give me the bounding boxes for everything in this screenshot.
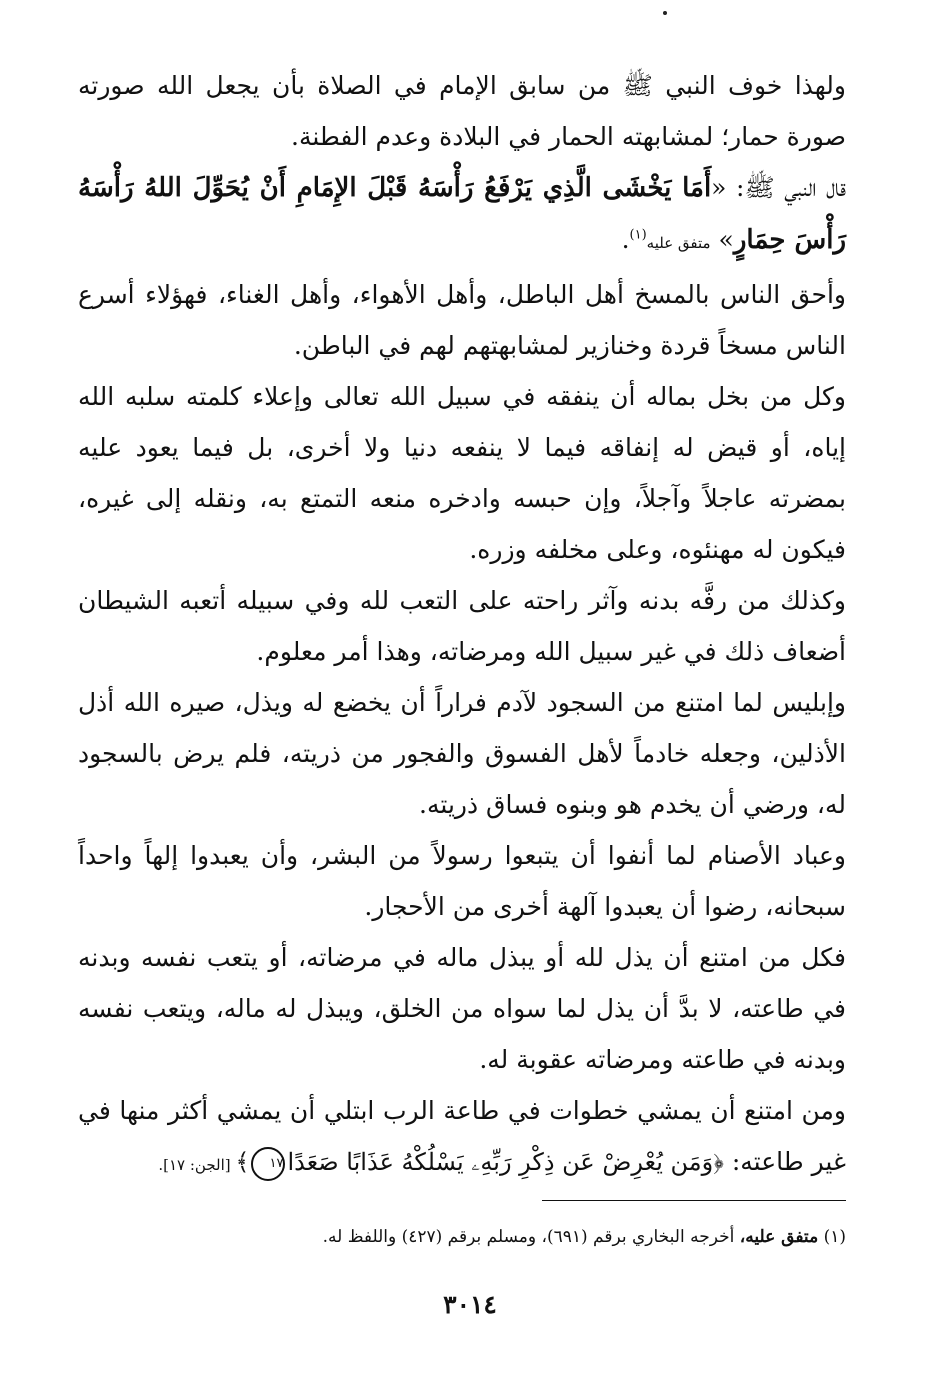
- footnote: [200, 1222, 846, 1252]
- paragraph-2-hadith: [78, 162, 846, 269]
- footnote-bold: متفق عليه،: [739, 1227, 819, 1247]
- quran-verse-close: ﴾: [235, 1148, 250, 1176]
- page-number: ٣٠١٤: [443, 1290, 497, 1319]
- hadith-grade: متفق عليه: [646, 234, 711, 252]
- paragraph-5: وكذلك من رفَّه بدنه وآثر راحته على التعب لله وفي سبيله أتعبه الشيطان أضعاف ذلك في غير سبيل الله ومرضاته، وهذا أمر معلوم.: [78, 586, 846, 666]
- paragraph-3: وأحق الناس بالمسخ أهل الباطل، وأهل الأهواء، وأهل الغناء، فهؤلاء أسرع الناس مسخاً قردة وخنازير لمشابهتهم لهم في الباطن.: [78, 280, 846, 360]
- paragraph-4: وكل من بخل بماله أن ينفقه في سبيل الله تعالى وإعلاء كلمته سلبه الله إياه، أو قيض له إنفاقه فيما لا ينفعه دنيا ولا أخرى، بل فيما يعود عليه بمضرته عاجلاً وآجلاً، وإن حبسه وادخره منعه التمتع به، ونقله إلى غيره، فيكون له مهنئوه، وعلى مخلفه وزره.: [78, 382, 846, 564]
- page-body: [78, 60, 846, 1191]
- quran-reference: [الجن: ١٧].: [158, 1156, 236, 1174]
- footnote-number: (١): [818, 1227, 846, 1247]
- paragraph-7: وعباد الأصنام لما أنفوا أن يتبعوا رسولاً من البشر، وأن يعبدوا إلهاً واحداً سبحانه، رضوا أن يعبدوا آلهة أخرى من الأحجار.: [78, 841, 846, 921]
- footnote-text: أخرجه البخاري برقم (٦٩١)، ومسلم برقم (٤٢٧) واللفظ له.: [322, 1227, 740, 1247]
- paragraph-1: ولهذا خوف النبي ﷺ من سابق الإمام في الصلاة بأن يجعل الله صورته صورة حمار؛ لمشابهته الحمار في البلادة وعدم الفطنة.: [78, 71, 846, 151]
- hadith-close: »: [710, 225, 734, 254]
- paragraph-9-quran: [78, 1085, 846, 1191]
- paragraph-6: وإبليس لما امتنع من السجود لآدم فراراً أن يخضع له ويذل، صيره الله أذل الأذلين، وجعله خادماً لأهل الفسوق والفجور من ذريته، فلم يرض بالسجود له، ورضي أن يخدم هو وبنوه فساق ذريته.: [78, 688, 846, 819]
- hadith-intro: قال النبي ﷺ: «: [711, 173, 846, 202]
- hadith-text: أَمَا يَخْشَى الَّذِي يَرْفَعُ رَأْسَهُ قَبْلَ الإِمَامِ أَنْ يُحَوِّلَ اللهُ رَأْسَهُ رَأْسَ حِمَارٍ: [78, 173, 846, 255]
- footnote-marker: (١): [629, 227, 647, 243]
- hadith-end: .: [621, 225, 630, 254]
- footnote-divider: [542, 1200, 846, 1201]
- paragraph-8: فكل من امتنع أن يذل لله أو يبذل ماله في مرضاته، أو يتعب نفسه وبدنه في طاعته، لا بدَّ أن يذل لما سواه من الخلق، ويبذل له ماله، ويتعب نفسه وبدنه في طاعته ومرضاته عقوبة له.: [78, 943, 846, 1074]
- ayah-number-icon: ١٧: [251, 1147, 285, 1181]
- quran-verse: ﴿وَمَن يُعْرِضْ عَن ذِكْرِ رَبِّهِۦ يَسْلُكْهُ عَذَابًا صَعَدًا: [287, 1148, 724, 1176]
- page-dot: [663, 11, 667, 15]
- paragraph-9-text: ومن امتنع أن يمشي خطوات في طاعة الرب ابتلي أن يمشي أكثر منها في غير طاعته:: [78, 1096, 846, 1176]
